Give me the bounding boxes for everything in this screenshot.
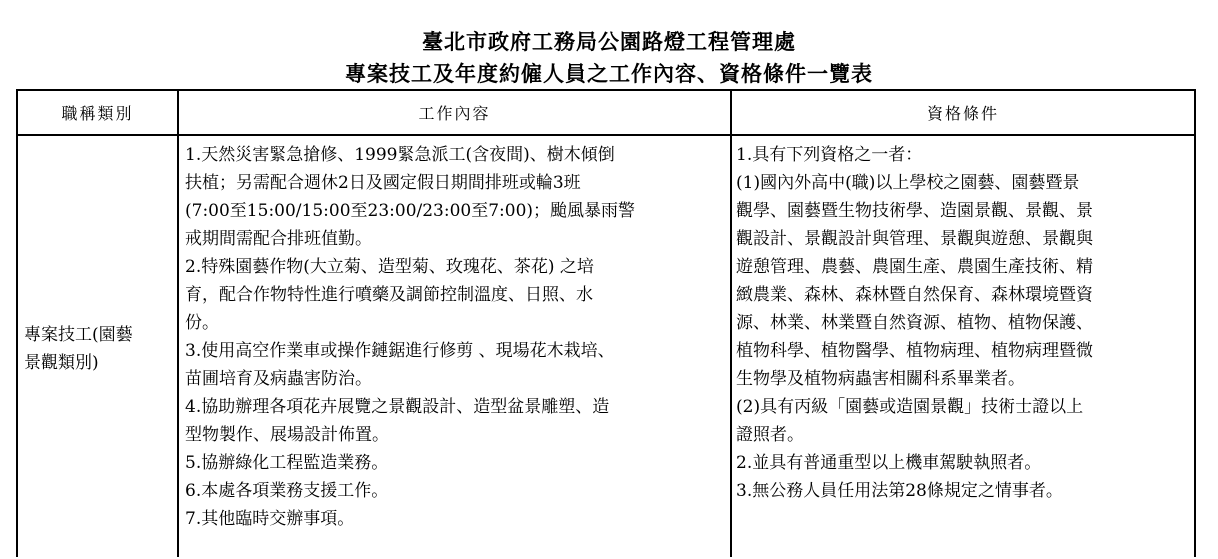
- work-line: 2.特殊園藝作物(大立菊、造型菊、玫瑰花、茶花) 之培: [185, 257, 594, 277]
- work-line: 1.天然災害緊急搶修、1999緊急派工(含夜間)、樹木傾倒: [185, 145, 615, 165]
- work-line: 4.協助辦理各項花卉展覽之景觀設計、造型盆景雕塑、造: [185, 397, 610, 417]
- work-line: 育，配合作物特性進行噴藥及調節控制溫度、日照、水: [185, 285, 593, 305]
- work-line: 戒期間需配合排班值勤。: [185, 229, 372, 249]
- qualification-line: 遊憩管理、農藝、農園生產、農園生產技術、精: [736, 257, 1093, 277]
- qualification-line: 植物科學、植物醫學、植物病理、植物病理暨微: [736, 341, 1093, 361]
- qualification-line: 源、林業、林業暨自然資源、植物、植物保護、: [736, 313, 1093, 333]
- title-line-1: 臺北市政府工務局公園路燈工程管理處: [422, 29, 796, 54]
- work-line: 份。: [185, 313, 219, 333]
- qualification-line: (2)具有丙級「園藝或造園景觀」技術士證以上: [736, 397, 1084, 417]
- header-qualification: 資格條件: [926, 104, 999, 123]
- header-category: 職稱類別: [61, 104, 134, 123]
- qualification-line: 1.具有下列資格之一者：: [736, 145, 923, 165]
- table-header-row: [18, 91, 1194, 136]
- qualification-line: 2.並具有普通重型以上機車駕駛執照者。: [736, 453, 1042, 473]
- category-line: 景觀類別): [24, 352, 99, 373]
- work-line: 扶植；另需配合週休2日及國定假日期間排班或輪3班: [185, 173, 581, 193]
- title-line-2: 專案技工及年度約僱人員之工作內容、資格條件一覽表: [345, 61, 873, 86]
- job-table: [16, 89, 1196, 557]
- qualification-line: 緻農業、森林、森林暨自然保育、森林環境暨資: [736, 285, 1093, 305]
- qualification-line: 觀學、園藝暨生物技術學、造園景觀、景觀、景: [736, 201, 1093, 221]
- work-line: 苗圃培育及病蟲害防治。: [185, 369, 372, 389]
- qualification-line: 生物學及植物病蟲害相關科系畢業者。: [736, 369, 1025, 389]
- document-title: [0, 26, 1218, 90]
- qualification-line: 3.無公務人員任用法第28條規定之情事者。: [736, 481, 1063, 501]
- qualification-line: 觀設計、景觀設計與管理、景觀與遊憩、景觀與: [736, 229, 1093, 249]
- header-work: 工作內容: [418, 104, 491, 123]
- work-line: 5.協辦綠化工程監造業務。: [185, 453, 389, 473]
- qualification-line: 證照者。: [736, 425, 804, 445]
- qualification-cell: [732, 138, 1194, 505]
- job-title: [24, 321, 133, 377]
- work-content-cell: [179, 138, 730, 533]
- work-line: 3.使用高空作業車或操作鏈鋸進行修剪 、現場花木栽培、: [185, 341, 615, 361]
- work-line: (7:00至15:00/15:00至23:00/23:00至7:00)；颱風暴雨警: [185, 201, 636, 221]
- category-cell: [18, 138, 177, 559]
- qualification-line: (1)國內外高中(職)以上學校之園藝、園藝暨景: [736, 173, 1080, 193]
- work-line: 6.本處各項業務支援工作。: [185, 481, 389, 501]
- work-line: 型物製作、展場設計佈置。: [185, 425, 389, 445]
- work-line: 7.其他臨時交辦事項。: [185, 509, 355, 529]
- category-line: 專案技工(園藝: [24, 324, 133, 345]
